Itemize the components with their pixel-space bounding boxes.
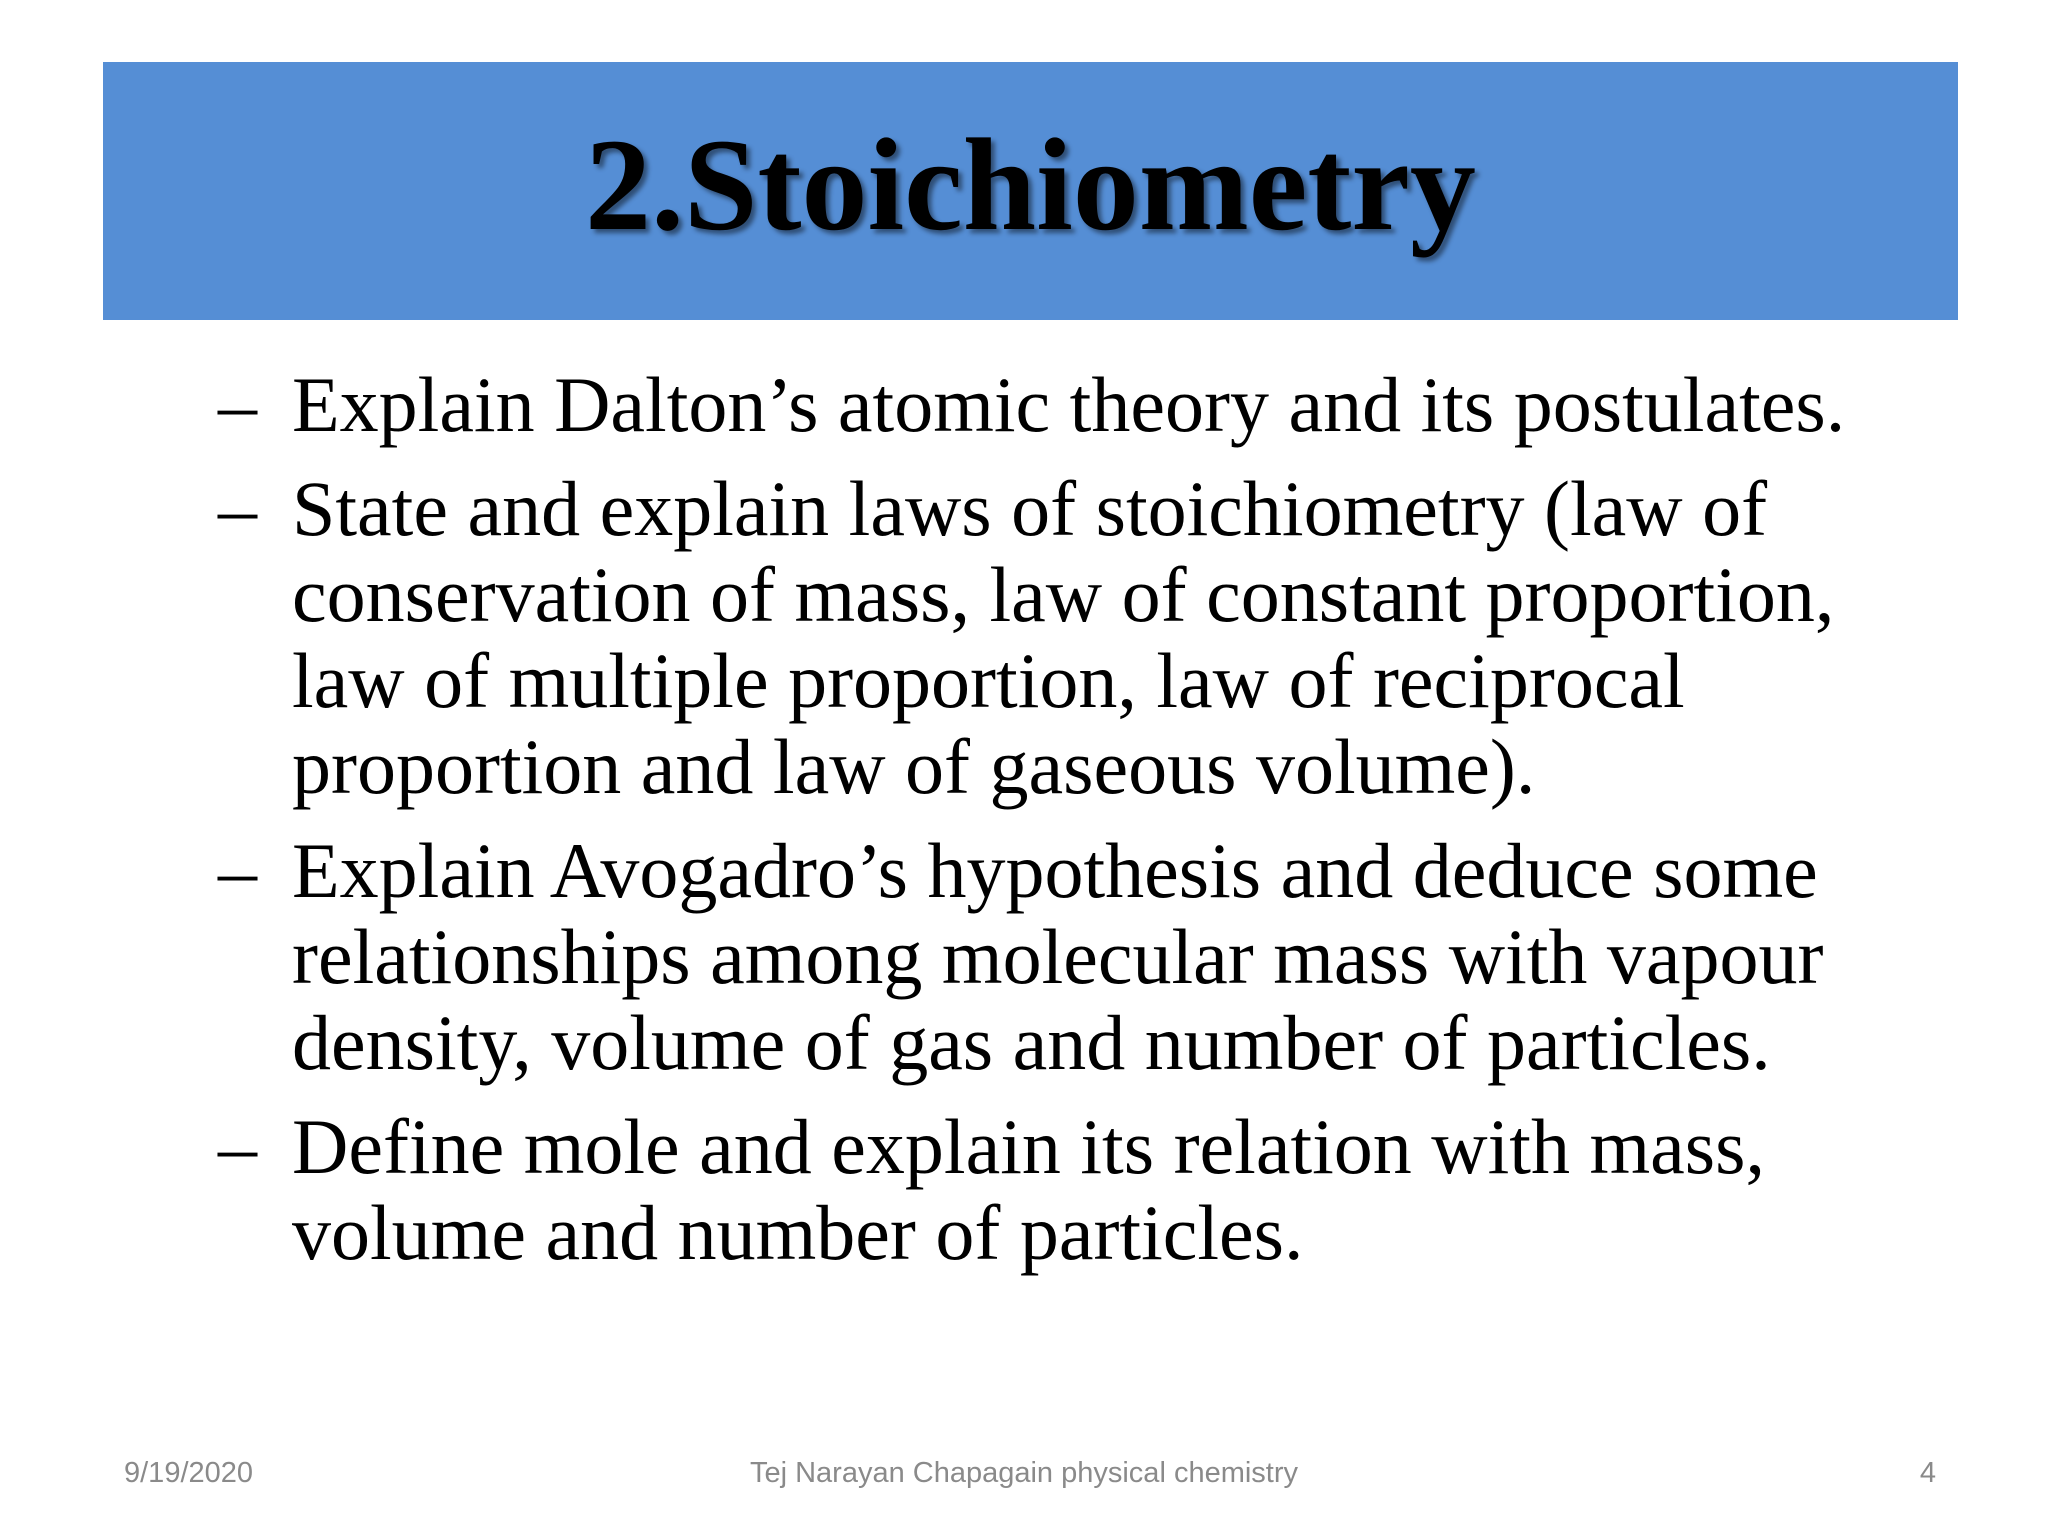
footer-page-number: 4 — [1919, 1457, 1936, 1489]
bullet-item — [218, 466, 1918, 810]
slide-title: 2.Stoichiometry — [585, 111, 1476, 258]
bullet-item — [218, 828, 1918, 1086]
bullet-dash: – — [218, 1103, 257, 1190]
bullet-text: Explain Avogadro’s hypothesis and deduce some relationships among molecular mass with vapour density, volume of gas and number of particles. — [292, 827, 1824, 1086]
bullet-text: Define mole and explain its relation with mass, volume and number of particles. — [292, 1103, 1765, 1276]
bullet-item — [218, 1104, 1918, 1276]
bullet-dash: – — [218, 827, 257, 914]
bullet-item — [218, 362, 1918, 448]
bullet-text: State and explain laws of stoichiometry (law of conservation of mass, law of constant proportion, law of multiple proportion, law of reciprocal proportion and law of gaseous volume). — [292, 465, 1835, 810]
bullet-text: Explain Dalton’s atomic theory and its postulates. — [292, 361, 1846, 448]
title-bar — [103, 62, 1958, 320]
bullet-list — [218, 362, 1918, 1294]
footer-author: Tej Narayan Chapagain physical chemistry — [749, 1457, 1299, 1489]
footer-date: 9/19/2020 — [124, 1457, 254, 1489]
bullet-dash: – — [218, 361, 257, 448]
bullet-dash: – — [218, 465, 257, 552]
